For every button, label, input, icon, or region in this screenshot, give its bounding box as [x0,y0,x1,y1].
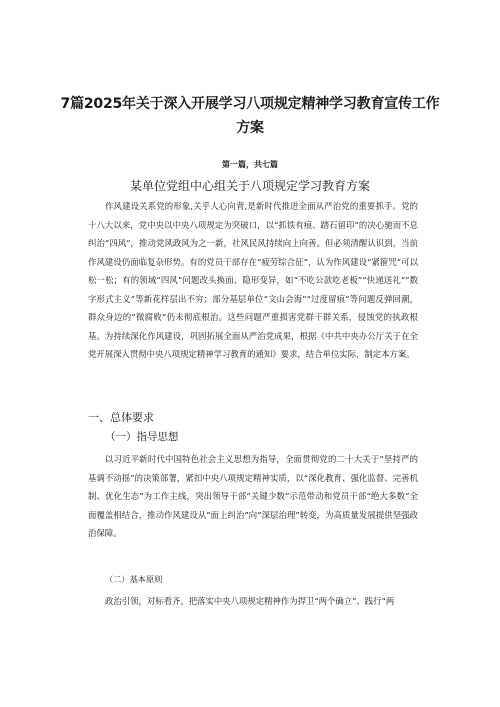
paragraph-intro: 作风建设关系党的形象,关乎人心向背,是新时代推进全面从严治党的重要抓手。党的十八大以来，党中央以中央八项规定为突破口，以“抓铁有痕、踏石留印”的决心驰而不息纠治“四风”，推动党风政风为之一新，社风民风持续向上向善。但必须清醒认识到，当前作风建设仍面临复杂形势。有的党员干部存在“疲劳综合征”，认为作风建设“紧箍咒”可以松一松；有的领域“四风”问题改头换面、隐形变异，如“不吃公款吃老板”“快递送礼”“数字形式主义”等新花样层出不穷；部分基层单位“文山会海”“过度留痕”等问题反弹回潮，群众身边的“微腐败”仍未彻底根治。这些问题严重损害党群干群关系，侵蚀党的执政根基。为持续深化作风建设，巩固拓展全面从严治党成果，根据《中共中央办公厅关于在全党开展深入贯彻中央八项规定精神学习教育的通知》要求，结合单位实际，制定本方案。 [88,201,418,359]
document-title: 7篇2025年关于深入开展学习八项规定精神学习教育宣传工作方案 [60,96,440,136]
paragraph-guiding-ideology: 以习近平新时代中国特色社会主义思想为指导，全面贯彻党的二十大关于“坚持严的基调不动摇”的决策部署，紧扣中央八项规定精神实质，以“深化教育、强化监督、完善机制、优化生态”为工作主线，突出领导干部“关键少数”示范带动和党员干部“绝大多数”全面覆盖相结合，推动作风建设从“面上纠治”向“深层治理”转变，为高质量发展提供坚强政治保障。 [88,454,418,538]
paragraph-basic-principles: 政治引领，对标看齐。把落实中央八项规定精神作为捍卫“两个确立”、践行“两 [105,596,395,606]
heading-guiding-ideology: （一）指导思想 [105,431,179,443]
heading-general-requirements: 一、总体要求 [88,411,154,424]
part-label: 第一篇，共七篇 [222,160,278,169]
heading-basic-principles: （二）基本原则 [105,574,163,584]
section-title: 某单位党组中心组关于八项规定学习教育方案 [129,179,370,193]
